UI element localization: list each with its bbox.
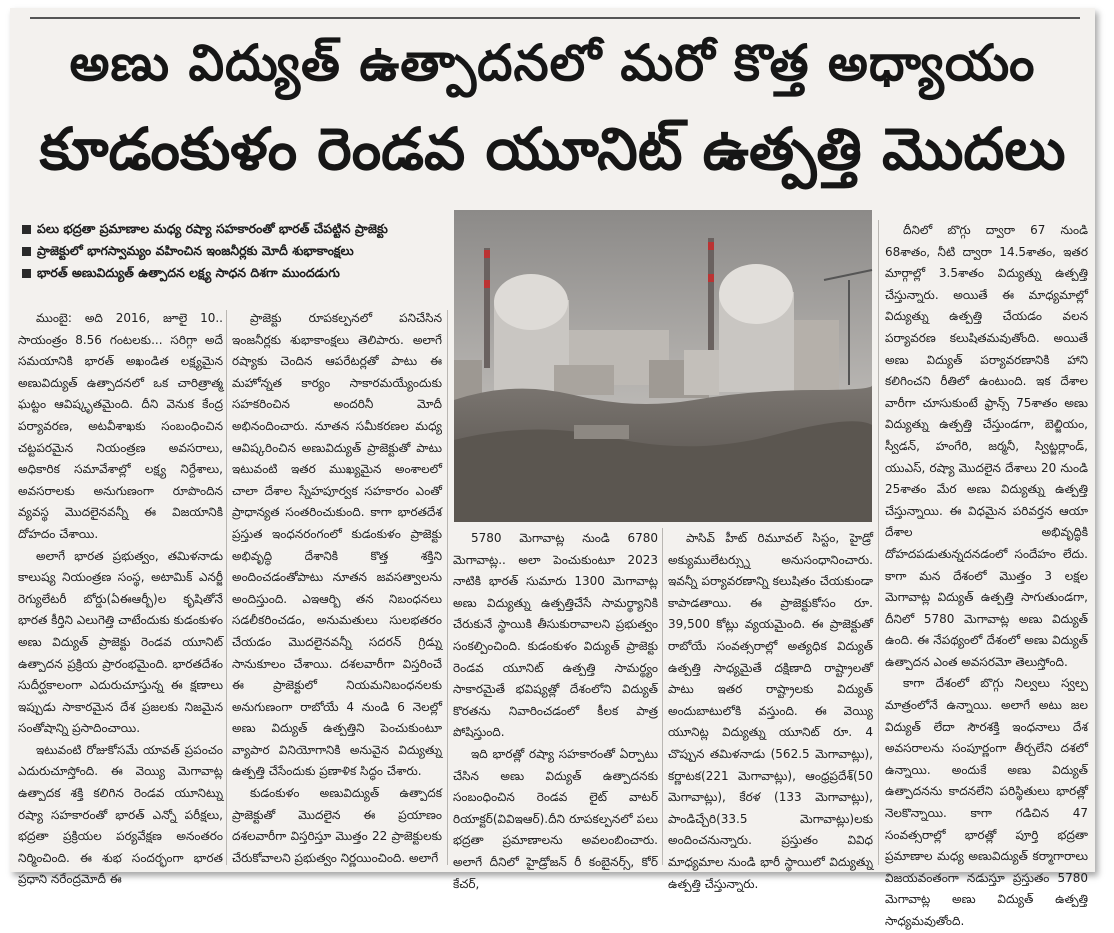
column-separator xyxy=(662,528,663,865)
bullet-square-icon xyxy=(22,225,31,234)
paragraph: ముంబై: అది 2016, జూలై 10.. సాయంత్రం 8.56 గంటలకు... సరిగ్గా అదే సమయానికి భారత్ అఖండిత లక్ష్యమైన అణువిద్యుత్ ఉత్పాదనలో ఒక చారిత్రాత్మ ఘట్టం ఆవిష్కృతమైంది. దీని వెనుక కేంద్ర పర్యావరణ, అటవీశాఖకు సంబంధించిన చట్టపరమైన నియంత్రణ అవసరాలు, అధికారిక సమావేశాల్లో లక్ష్య నిర్దేశాలు, అవసరాలకు అనుగుణంగా రూపొందిన వ్యవస్థ మొదలైనవన్నీ ఈ విజయానికి దోహదం చేశాయి. xyxy=(18,311,223,541)
article-column-4 xyxy=(668,528,873,891)
bullet-item: ప్రాజెక్టులో భాగస్వామ్యం వహించిన ఇంజనీర్లకు మోదీ శుభాకాంక్షలు xyxy=(22,240,452,262)
bullet-square-icon xyxy=(22,269,31,278)
top-rule xyxy=(30,17,1080,19)
paragraph: ప్రాజెక్టు రూపకల్పనలో పనిచేసిన ఇంజనీర్లకు శుభాకాంక్షలు తెలిపారు. అలాగే రష్యాకు చెందిన ఆపరేటర్లతో పాటు ఈ మహోన్నత కార్యం సాకారమయ్యేందుకు సహకరించిన అందరినీ మోదీ అభినందించారు. నూతన సమీకరణల మధ్య ఆవిష్కరించిన అణువిద్యుత్ ప్రాజెక్టుతో పాటు ఇటువంటి ఇతర ముఖ్యమైన అంశాలలో చాలా దేశాల స్నేహపూర్వక సహకారం ఎంతో ప్రాధాన్యత సంతరించుకుంది. కాగా భారతదేశ ప్రస్తుత ఇంధనరంగంలో కుడంకుళం ప్రాజెక్టు అభివృద్ధి దేశానికి కొత్త శక్తిని అందించడంతోపాటు నూతన జవసత్వాలను అందిస్తుంది. ఎఇఆర్బి తన నిబంధనలు సడలీకరించడం, అనుమతులు సులభతరం చేయడం మొదలైనవన్నీ సదరన్ గ్రిడ్ను సానుకూలం చేశాయి. దశలవారీగా విస్తరించే ఈ ప్రాజెక్టులో నియమనిబంధనలకు అనుగుణంగా రాబోయే 4 నుండి 6 నెలల్లో అణు విద్యుత్ ఉత్పత్తిని పెంచుకుంటూ వ్యాపార వినియోగానికి అనువైన విద్యుత్ను ఉత్పత్తి చేసేందుకు ప్రణాళిక సిద్ధం చేశారు. xyxy=(232,311,442,779)
article-column-2 xyxy=(232,308,442,868)
paragraph: ఇది భారత్లో రష్యా సహకారంతో ఏర్పాటు చేసిన అణు విద్యుత్ ఉత్పాదనకు సంబంధించిన రెండవ లైట్ వాటర్ రియాక్టర్(వివిఇఆర్).దీని రూపకల్పనలో పలు భద్రతా ప్రమాణాలను అవలంబించారు. అలాగే దీనిలో హైడ్రోజన్ రీ కంబైనర్స్, కోర్ కేచర్, xyxy=(453,746,658,891)
article-column-1 xyxy=(18,308,224,887)
bullet-item: పలు భద్రతా ప్రమాణాల మధ్య రష్యా సహకారంతో భారత్ చేపట్టిన ప్రాజెక్టు xyxy=(22,218,452,240)
paragraph: 5780 మెగావాట్ల నుండి 6780 మెగావాట్ల.. అలా పెంచుకుంటూ 2023 నాటికి భారత్ సుమారు 1300 మెగావాట్ల అణు విద్యుత్ను ఉత్పత్తిచేసే సామర్థ్యానికి చేరుకునే స్థాయికి తీసుకురావాలని ప్రభుత్వం సంకల్పించింది. కుడంకుళం విద్యుత్ ప్రాజెక్టు రెండవ యూనిట్ ఉత్పత్తి సామర్థ్యం సాకారమైతే భవిష్యత్లో దేశంలోని విద్యుత్ కొరతను నివారించడంలో కీలక పాత్ర పోషిస్తుంది. xyxy=(453,531,658,740)
paragraph: కుడంకుళం అణువిద్యుత్ ఉత్పాదక ప్రాజెక్టుతో మొదలైన ఈ ప్రయాణం దశలవారీగా విస్తరిస్తూ మొత్తం 22 ప్రాజెక్టులకు చేరుకోవాలని ప్రభుత్వం నిర్ణయించింది. అలాగే xyxy=(232,786,442,865)
paragraph: పాసివ్ హీట్ రిమూవల్ సిస్టం, హైడ్రో అక్యుములేటర్స్ను అనుసంధానించారు. ఇవన్నీ పర్యావరణాన్ని కలుషితం చేయకుండా కాపాడతాయి. ఈ ప్రాజెక్టుకోసం రూ. 39,500 కోట్లు వ్యయమైంది. ఈ ప్రాజెక్టుతో రాబోయే సంవత్సరాల్లో అత్యధిక విద్యుత్ ఉత్పత్తి సాధ్యమైతే దక్షిణాది రాష్ట్రాలతో పాటు ఇతర రాష్ట్రాలకు విద్యుత్ అందుబాటులోకి వస్తుంది. ఈ వెయ్యి యూనిట్ల విద్యుత్ను యూనిట్ రూ. 4 చొప్పున తమిళనాడు (562.5 మెగావాట్లు), కర్ణాటక(221 మెగావాట్లు), ఆంధ్రప్రదేశ్(50 మెగావాట్లు), కేరళ (133 మెగావాట్లు), పాండిచ్చేరి(33.5 మెగావాట్లు)లకు అందించనున్నారు. ప్రస్తుతం వివిధ మాధ్యమాల నుండి భారీ స్థాయిలో విద్యుత్ను ఉత్పత్తి చేస్తున్నారు. xyxy=(668,531,873,891)
power-plant-photo xyxy=(454,210,872,522)
paragraph: దీనిలో బొగ్గు ద్వారా 67 నుండి 68శాతం, నీటి ద్వారా 14.5శాతం, ఇతర మార్గాల్లో 3.5శాతం విద్యుత్ను ఉత్పత్తి చేస్తున్నారు. అయితే ఈ మాధ్యమాల్లో విద్యుత్ను ఉత్పత్తి చేయడం వలన పర్యావరణ కలుషితమవుతోంది. అయితే అణు విద్యుత్ పర్యావరణానికి హాని కలిగించని రీతిలో ఉంటుంది. ఇక దేశాల వారీగా చూసుకుంటే ఫ్రాన్స్ 75శాతం అణు విద్యుత్ను ఉత్పత్తి చేస్తుండగా, బెల్జియం, స్వీడన్, హంగేరి, జర్మనీ, స్విట్జర్లాండ్, యుఎస్, రష్యా మొదలైన దేశాలు 20 నుండి 25శాతం మేర అణు విద్యుత్ను ఉత్పత్తి చేస్తున్నాయి. ఈ విధమైన పరివర్తన ఆయా దేశాల అభివృద్ధికి దోహదపడుతున్నదనడంలో సందేహం లేదు. కాగా మన దేశంలో మొత్తం 3 లక్షల మెగావాట్ల విద్యుత్ ఉత్పత్తి సాగుతుండగా, దీనిలో 5780 మెగావాట్ల అణు విద్యుత్ ఉంది. ఈ నేపథ్యంలో దేశంలో అణు విద్యుత్ ఉత్పాదన ఎంత అవసరమో తెలుస్తోంది. xyxy=(885,223,1088,669)
column-separator xyxy=(447,310,448,865)
paragraph: ఇటువంటి రోజుకోసమే యావత్ ప్రపంచం ఎదురుచూస్తోంది. ఈ వెయ్యి మెగావాట్ల ఉత్పాదక శక్తి కలిగిన రెండవ యూనిట్ను రష్యా సహకారంతో భారత్ ఎన్నో పరీక్షలు, భద్రతా ప్రక్రియల పర్యవేక్షణ అనంతరం నిర్మించింది. ఈ శుభ సందర్భంగా భారత ప్రధాని నరేంద్రమోదీ ఈ xyxy=(18,742,223,887)
column-separator xyxy=(226,310,227,865)
column-separator xyxy=(878,220,879,865)
headline-line-2: కూడంకుళం రెండవ యూనిట్ ఉత్పత్తి మొదలు xyxy=(39,115,1066,183)
bullet-square-icon xyxy=(22,247,31,256)
highlight-bullets xyxy=(22,218,452,284)
article-column-5 xyxy=(885,220,1088,928)
article-column-3 xyxy=(453,528,658,891)
headline-line-1: అణు విద్యుత్ ఉత్పాదనలో మరో కొత్త అధ్యాయం xyxy=(69,34,1036,92)
paragraph: అలాగే భారత ప్రభుత్వం, తమిళనాడు కాలుష్య నియంత్రణ సంస్థ, అటామిక్ ఎనర్జీ రెగ్యులేటరీ బోర్డు(ఏఈఆర్బీ)ల కృషితోనే భారత కీర్తిని ఎలుగెత్తి చాటేందుకు కుడంకుళం అణు విద్యుత్ ప్రాజెక్టు రెండవ యూనిట్ ఉత్పాదన ప్రక్రియ ప్రారంభమైంది. భారతదేశం సుదీర్ఘకాలంగా ఎదురుచూస్తున్న ఈ క్షణాలు ఇప్పుడు సాకారమైన దేశ ప్రజలకు నిజమైన సంతోషాన్ని ప్రసాదించాయి. xyxy=(18,548,224,736)
paragraph: కాగా దేశంలో బొగ్గు నిల్వలు స్వల్ప మాత్రంలోనే ఉన్నాయి. అలాగే అటు జల విద్యుత్ లేదా సౌరశక్తి ఇంధనాలు దేశ అవసరాలను సంపూర్ణంగా తీర్చలేని దశలో ఉన్నాయి. అందుకే అణు విద్యుత్ ఉత్పాదనను కాదనలేని పరిస్థితులు భారత్లో నెలకొన్నాయి. కాగా గడిచిన 47 సంవత్సరాల్లో భారత్లో పూర్తి భద్రతా ప్రమాణాల మధ్య అణువిద్యుత్ కర్మాగారాలు విజయవంతంగా నడుస్తూ ప్రస్తుతం 5780 మెగావాట్ల అణు విద్యుత్ ఉత్పత్తి సాధ్యమవుతోంది. xyxy=(885,676,1088,928)
bullet-item: భారత్ అణువిద్యుత్ ఉత్పాదన లక్ష్య సాధన దిశగా ముందడుగు xyxy=(22,262,452,284)
newspaper-clipping xyxy=(10,8,1095,928)
